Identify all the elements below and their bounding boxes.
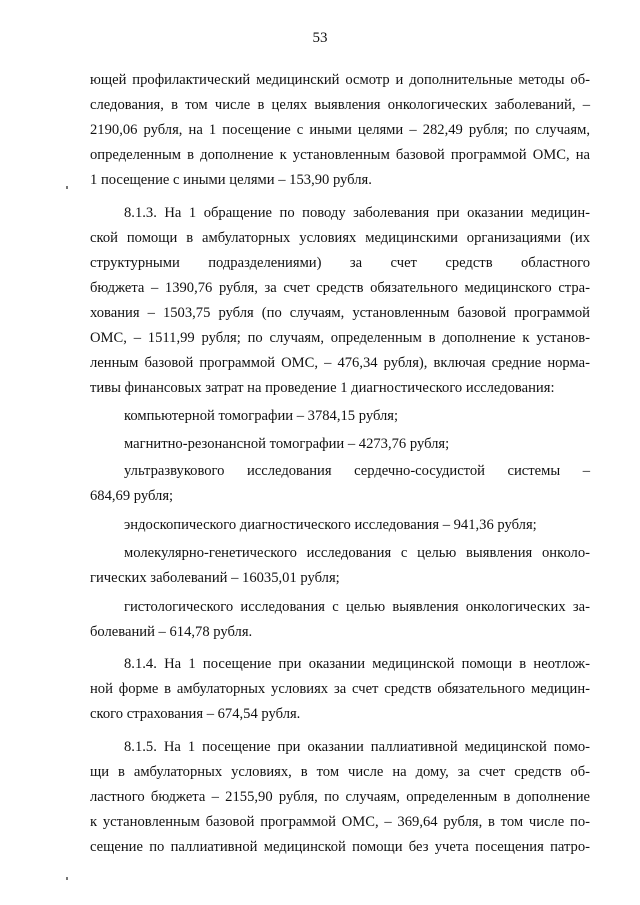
text-line: 684,69 рубля;: [90, 488, 174, 504]
text-line: тивы финансовых затрат на проведение 1 диагностического исследования:: [90, 380, 555, 396]
text-line: магнитно-резонансной томографии – 4273,76 рубля;: [124, 436, 450, 452]
text-line: 8.1.5. На 1 посещение при оказании паллиативной медицинской помо-: [124, 739, 590, 755]
text-line: молекулярно-генетического исследования с целью выявления онколо-: [124, 545, 590, 561]
text-line: 2190,06 рубля, на 1 посещение с иными целями – 282,49 рубля; по случаям,: [90, 122, 590, 138]
scan-artifact: [66, 186, 68, 189]
text-line: следования, в том числе в целях выявления онкологических заболеваний, –: [90, 97, 590, 113]
text-line: сещение по паллиативной медицинской помощи без учета посещения патро-: [90, 839, 590, 855]
text-line: ультразвукового исследования сердечно-сосудистой системы –: [124, 463, 590, 479]
text-line: 8.1.3. На 1 обращение по поводу заболевания при оказании медицин-: [124, 205, 590, 221]
text-line: ющей профилактический медицинский осмотр и дополнительные методы об-: [90, 72, 590, 88]
text-line: компьютерной томографии – 3784,15 рубля;: [124, 408, 399, 424]
scan-artifact: [66, 877, 68, 880]
text-line: 8.1.4. На 1 посещение при оказании медицинской помощи в неотлож-: [124, 656, 590, 672]
text-line: ной форме в амбулаторных условиях за счет средств обязательного медицин-: [90, 681, 590, 697]
text-line: определенным в дополнение к установленным базовой программой ОМС, на: [90, 147, 590, 163]
text-line: щи в амбулаторных условиях, в том числе на дому, за счет средств об-: [90, 764, 590, 780]
text-line: структурными подразделениями) за счет средств областного: [90, 255, 590, 271]
text-line: ОМС, – 1511,99 рубля; по случаям, определенным в дополнение к установ-: [90, 330, 590, 346]
text-line: 1 посещение с иными целями – 153,90 рубля.: [90, 172, 372, 188]
text-line: ластного бюджета – 2155,90 рубля, по случаям, определенным в дополнение: [90, 789, 590, 805]
text-line: к установленным базовой программой ОМС, – 369,64 рубля, в том числе по-: [90, 814, 590, 830]
text-line: болеваний – 614,78 рубля.: [90, 624, 253, 640]
text-line: ской помощи в амбулаторных условиях медицинскими организациями (их: [90, 230, 590, 246]
page-number: 53: [312, 30, 328, 46]
text-line: ленным базовой программой ОМС, – 476,34 рубля), включая средние норма-: [90, 355, 590, 371]
text-line: гистологического исследования с целью выявления онкологических за-: [124, 599, 590, 615]
text-line: гических заболеваний – 16035,01 рубля;: [90, 570, 340, 586]
text-line: бюджета – 1390,76 рубля, за счет средств обязательного медицинского стра-: [90, 280, 590, 296]
text-line: ского страхования – 674,54 рубля.: [90, 706, 301, 722]
text-line: хования – 1503,75 рубля (по случаям, установленным базовой программой: [90, 305, 590, 321]
text-line: эндоскопического диагностического исследования – 941,36 рубля;: [124, 517, 537, 533]
